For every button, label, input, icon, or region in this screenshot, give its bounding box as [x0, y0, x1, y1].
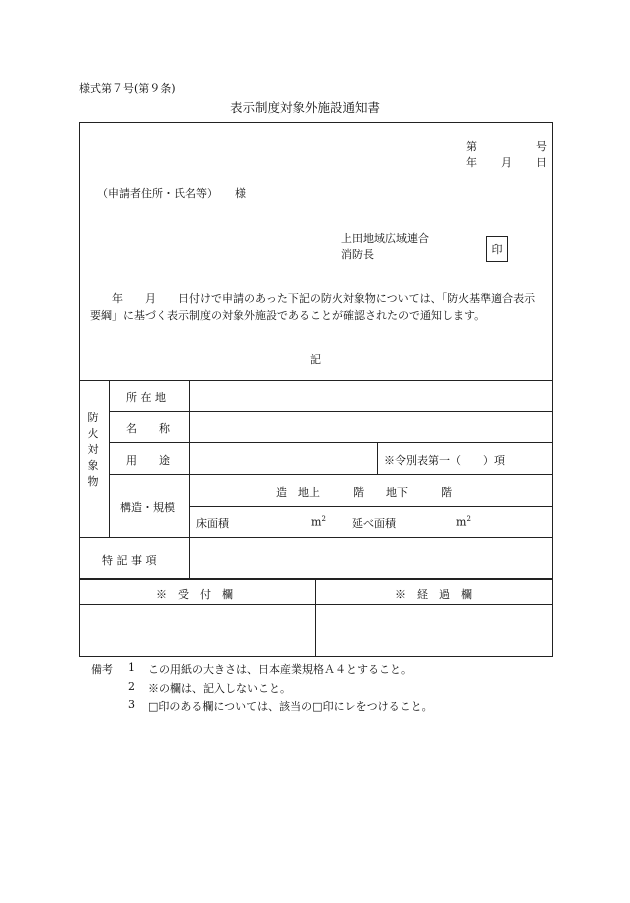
note-num: 2: [128, 680, 135, 693]
office-use-box: [79, 579, 553, 657]
row-line: [189, 506, 553, 507]
usage-divider: [377, 442, 378, 474]
label-divider: [189, 380, 190, 578]
office-header-line: [79, 604, 553, 605]
note-text: □印のある欄については、該当の□印にレをつけること。: [148, 700, 433, 713]
usage-note: ※令別表第一（ ）項: [384, 454, 505, 467]
number-dai: 第: [466, 140, 477, 153]
remarks-label: 特 記 事 項: [102, 554, 157, 567]
progress-header: ※ 経 過 欄: [395, 588, 472, 601]
date-day: 日: [536, 156, 547, 169]
page-title: 表示制度対象外施設通知書: [230, 100, 381, 115]
row-line: [109, 411, 553, 412]
usage-label: 用 途: [126, 454, 170, 467]
number-go: 号: [536, 140, 547, 153]
table-top-line: [79, 380, 553, 381]
structure-label: 構造・規模: [120, 501, 175, 514]
issuer-title: 消防長: [341, 248, 374, 261]
floor-area-label: 床面積: [196, 517, 229, 530]
note-num: 1: [128, 661, 135, 674]
total-area-label: 延べ面積: [352, 517, 396, 530]
side-divider: [109, 380, 110, 537]
applicant-label: （申請者住所・氏名等）: [97, 187, 218, 200]
seal-box: 印: [486, 236, 508, 262]
note-text: ※の欄は、記入しないこと。: [148, 682, 291, 695]
name-label: 名 称: [126, 422, 170, 435]
date-month: 月: [501, 156, 512, 169]
note-text: この用紙の大きさは、日本産業規格Ａ４とすること。: [148, 663, 412, 676]
structure-floors: 造 地上 階 地下 階: [276, 486, 452, 499]
note-num: 3: [128, 698, 135, 711]
row-line: [109, 474, 553, 475]
ki-mark: 記: [310, 353, 321, 366]
date-year: 年: [466, 156, 477, 169]
location-label: 所 在 地: [126, 391, 166, 404]
total-area-unit: $m^2$: [456, 515, 471, 529]
honorific: 様: [235, 187, 246, 200]
row-line: [109, 442, 553, 443]
reception-header: ※ 受 付 欄: [156, 588, 233, 601]
side-label-fire-object: 防火対象物: [87, 411, 99, 488]
row-line: [79, 537, 553, 538]
form-number: 様式第７号(第９条): [79, 82, 176, 95]
floor-area-unit: $m^2$: [311, 515, 326, 529]
office-divider: [315, 579, 316, 657]
notes-label: 備考: [91, 663, 113, 676]
issuer-org: 上田地域広域連合: [341, 232, 429, 245]
body-paragraph: 年 月 日付けで申請のあった下記の防火対象物については、「防火基準適合表示要綱」に基づく表示制度の対象外施設であることが確認されたので通知します。: [90, 292, 536, 322]
